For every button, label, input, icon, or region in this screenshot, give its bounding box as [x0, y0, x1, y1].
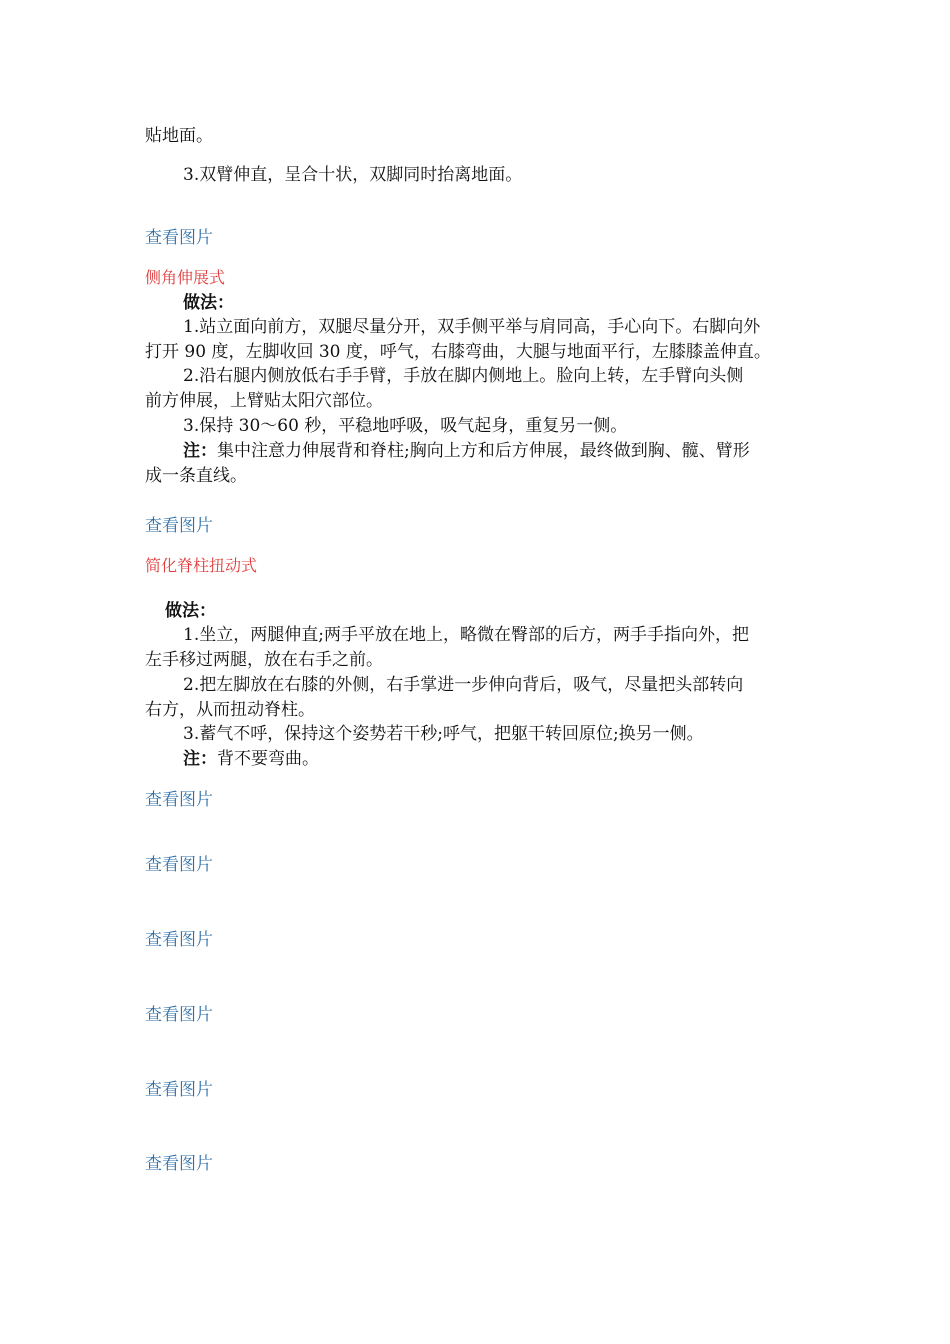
view-image-link[interactable]: 查看图片	[145, 516, 213, 536]
note-text: 背不要弯曲。	[217, 749, 319, 769]
view-image-link[interactable]: 查看图片	[145, 1005, 213, 1025]
view-image-link[interactable]: 查看图片	[145, 790, 213, 810]
section-title-side-angle: 侧角伸展式	[145, 268, 226, 287]
note-label: 注：	[183, 749, 217, 769]
step-text: 1.坐立，两腿伸直;两手平放在地上，略微在臀部的后方，两手手指向外，把	[183, 625, 749, 645]
note-text: 集中注意力伸展背和脊柱;胸向上方和后方伸展，最终做到胸、髋、臂形	[217, 441, 750, 461]
step-text: 2.沿右腿内侧放低右手手臂，手放在脚内侧地上。脸向上转，左手臂向头侧	[183, 366, 744, 386]
note-line	[145, 747, 853, 771]
text-line: 贴地面。	[145, 126, 213, 146]
view-image-link[interactable]: 查看图片	[145, 228, 213, 248]
method-label: 做法：	[165, 601, 216, 621]
view-image-link[interactable]: 查看图片	[145, 1080, 213, 1100]
view-image-link[interactable]: 查看图片	[145, 930, 213, 950]
step-text: 1.站立面向前方，双腿尽量分开，双手侧平举与肩同高，手心向下。右脚向外	[183, 317, 761, 337]
step-text: 3.蓄气不呼，保持这个姿势若干秒;呼气，把躯干转回原位;换另一侧。	[183, 724, 704, 744]
step-text: 前方伸展，上臂贴太阳穴部位。	[145, 391, 383, 411]
view-image-link[interactable]: 查看图片	[145, 1154, 213, 1174]
note-line	[145, 439, 853, 463]
step-text: 打开 90 度，左脚收回 30 度，呼气，右膝弯曲，大腿与地面平行，左膝膝盖伸直。	[145, 342, 771, 362]
step-text: 3.双臂伸直，呈合十状，双脚同时抬离地面。	[183, 165, 523, 185]
step-text: 2.把左脚放在右膝的外侧，右手掌进一步伸向背后，吸气，尽量把头部转向	[183, 675, 744, 695]
step-text: 左手移过两腿，放在右手之前。	[145, 650, 383, 670]
step-text: 3.保持 30～60 秒，平稳地呼吸，吸气起身，重复另一侧。	[183, 416, 628, 436]
section-title-spinal-twist: 简化脊柱扭动式	[145, 556, 258, 575]
step-text: 右方，从而扭动脊柱。	[145, 700, 315, 720]
note-text: 成一条直线。	[145, 466, 247, 486]
view-image-link[interactable]: 查看图片	[145, 855, 213, 875]
method-label: 做法：	[183, 293, 234, 313]
note-label: 注：	[183, 441, 217, 461]
